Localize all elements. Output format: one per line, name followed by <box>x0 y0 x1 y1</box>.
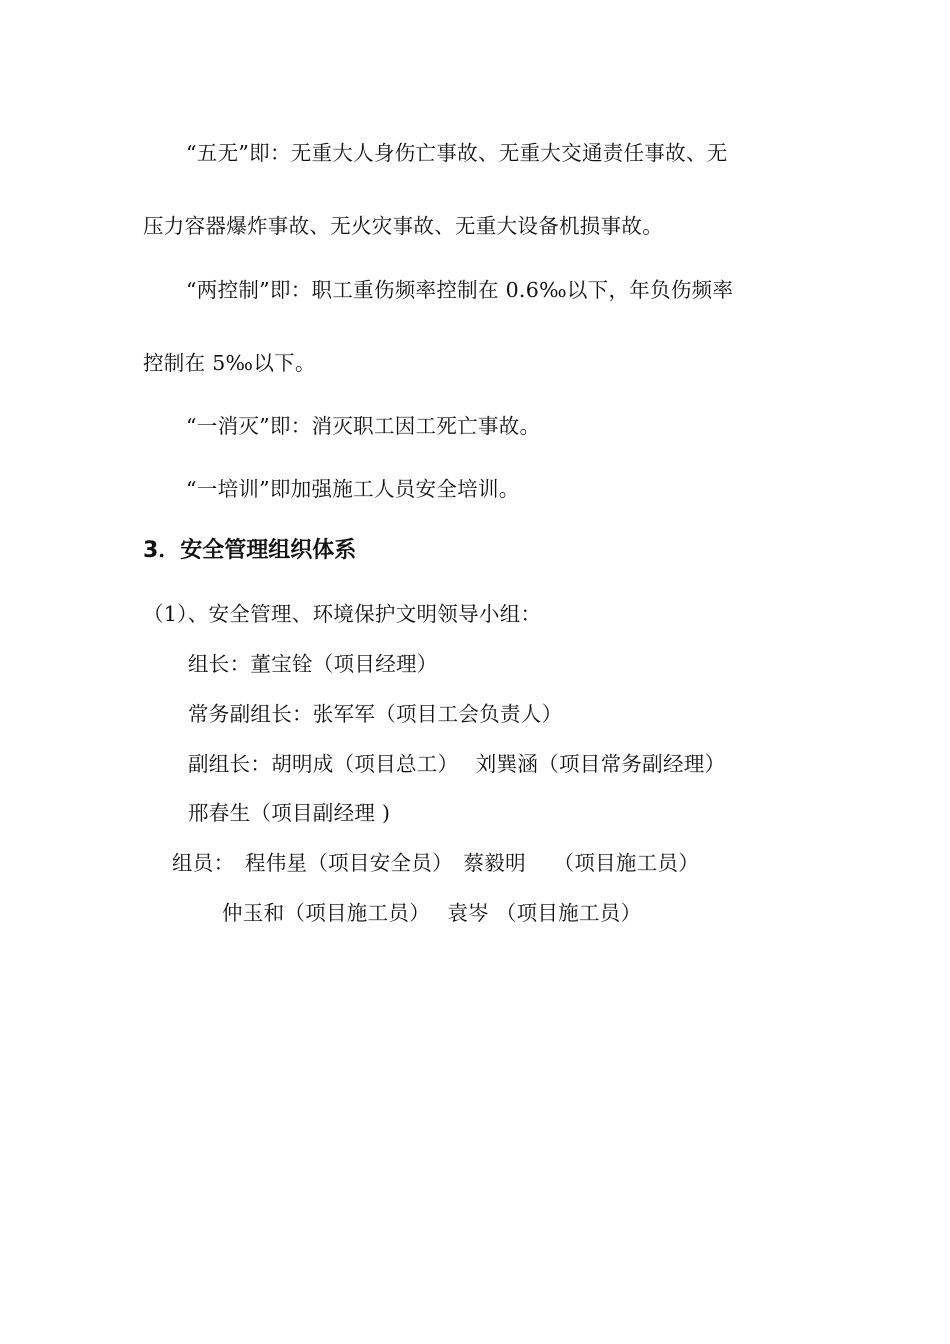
paragraph-wu-wu-line-2: 压力容器爆炸事故、无火灾事故、无重大设备机损事故。 <box>143 214 663 238</box>
section-subheading: （1）、安全管理、环境保护文明领导小组： <box>143 602 542 626</box>
section-heading: 3．安全管理组织体系 <box>143 538 357 563</box>
paragraph-liang-kongzhi-line-2: 控制在 5‰以下。 <box>143 351 316 375</box>
paragraph-liang-kongzhi-line-1: “两控制”即：职工重伤频率控制在 0.6‰以下，年负伤频率 <box>186 278 734 302</box>
member-team-line-2: 仲玉和（项目施工员） 袁岑 （项目施工员） <box>222 901 642 925</box>
member-deputy-line-1: 副组长：胡明成（项目总工） 刘巽涵（项目常务副经理） <box>188 752 726 776</box>
member-deputy-line-2: 邢春生（项目副经理 ) <box>188 801 391 825</box>
member-team-line-1: 组员： 程伟星（项目安全员） 蔡毅明 （项目施工员） <box>172 851 700 875</box>
paragraph-wu-wu-line-1: “五无”即：无重大人身伤亡事故、无重大交通责任事故、无 <box>186 141 728 165</box>
paragraph-yi-peixun: “一培训”即加强施工人员安全培训。 <box>186 477 520 501</box>
member-executive-deputy: 常务副组长：张军军（项目工会负责人） <box>188 702 563 726</box>
paragraph-yi-xiaomie: “一消灭”即：消灭职工因工死亡事故。 <box>186 414 541 438</box>
member-leader: 组长：董宝铨（项目经理） <box>188 652 438 676</box>
